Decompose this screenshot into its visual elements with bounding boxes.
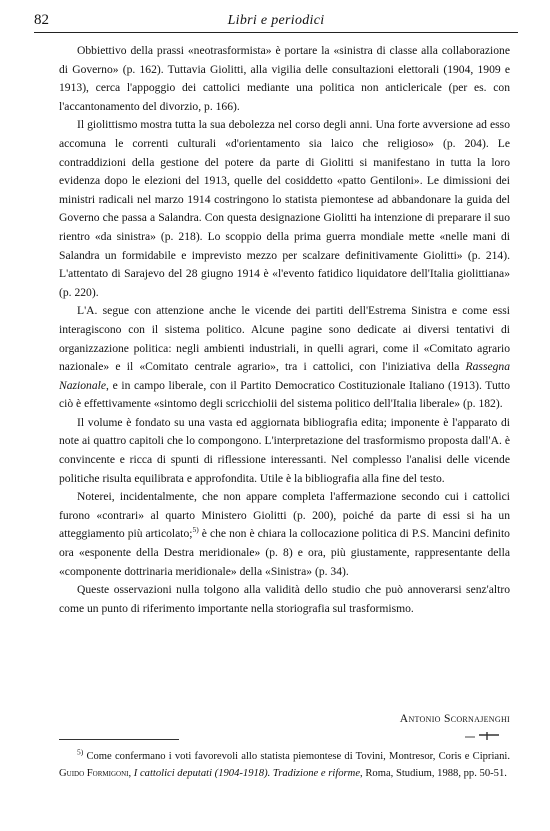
running-title: Libri e periodici — [227, 13, 325, 28]
paragraph-conclusion: Queste osservazioni nulla tolgono alla validità dello studio che può annoverarsi senz'altro come un punto di riferimento importante nella storiografia sul trasformismo. — [59, 583, 510, 615]
author-signature: Antonio Scornajenghi — [399, 712, 510, 725]
footnote-sep: , — [128, 767, 134, 779]
footnote-body: Come confermano i voti favorevoli allo statista piemontese di Tovini, Montresor, Coris e Cipriani. — [83, 751, 510, 762]
paragraph-remarks — [59, 488, 510, 581]
footnote-reference[interactable]: 5) — [192, 525, 199, 535]
paragraph-bibliography: Il volume è fondato su una vasta ed aggiornata bibliografia edita; imponente è l'apparato di note ai quattro capitoli che lo compongono. L'interpretazione del trasformismo proposta dall'A. è convincente e ricca di spunti di riflessione interessanti. Nel complesso l'analisi delle vicende politiche risulta equilibrata e approfondita. Utile è la bibliografia alla fine del testo. — [59, 415, 510, 485]
paragraph-text: è che non è chiara la collocazione politica di P.S. Mancini definito ora «esponente della Destra meridionale» (p. 8) e ora, più giustamente, rappresentante della «componente dottrinaria meridionale» della «Sinistra» (p. 34). — [59, 527, 510, 578]
footnote-text — [59, 749, 510, 782]
footnote-title: I cattolici deputati (1904-1918). Tradizione e riforme — [133, 767, 361, 779]
paragraph-text: Noterei, incidentalmente, che non appare completa l'affermazione secondo cui i cattolici furono «contrari» al quarto Ministero Giolitti (p. 200), poiché da parte di essi si ha un atteggiamento più articolato; — [59, 490, 510, 541]
footnote-publisher: , Roma, Studium, 1988, pp. 50-51. — [360, 767, 507, 779]
footnote-divider — [59, 739, 179, 740]
paragraph-text: , e in campo liberale, con il Partito Democratico Costituzionale Italiano (1913). Tutto ciò è effettivamente «sintomo degli scricchiolii del sistema politico dell'Italia liberale» (p. 182). — [59, 378, 510, 411]
running-head — [34, 10, 518, 33]
footnote-author: Guido Formigoni — [59, 767, 129, 779]
paragraph-text: L'A. segue con attenzione anche le vicende dei partiti dell'Estrema Sinistra e come essi interagiscono con il sistema politico. Alcune pagine sono dedicate ai diversi tentativi di organizzazione politica: negli ambienti industriali, in quelli agrari, come il «Comitato agrario nazionale» e il «Comitato centrale agrario», tra i cattolici, con l'iniziativa della — [59, 304, 510, 374]
footnote — [59, 749, 510, 782]
journal-title: Rassegna Nazionale — [59, 360, 510, 392]
paragraph-objective: Obbiettivo della prassi «neotrasformista» è portare la «sinistra di classe alla collaborazione di Governo» (p. 162). Tuttavia Giolitti, alla vigilia delle consultazioni elettorali (1904, 1909 e 1913), cerca l'appoggio dei cattolici mediante una politica non anticlericale (per es. con l'accantonamento del divorzio, p. 166). — [59, 44, 510, 113]
paragraph-giolittismo: Il giolittismo mostra tutta la sua debolezza nel corso degli anni. Una forte avversione ad esso accomuna le correnti culturali «d'orientamento sia laico che religioso» (p. 204). Le contraddizioni della gestione del potere da parte di Giolitti si manifestano in tutta la loro evidenza dopo le elezioni del 1913, quelle del cosiddetto «patto Gentiloni». Le dimissioni dei ministri radicali nel marzo 1914 costringono lo statista piemontese ad abbandonare la guida del Governo che passa a Salandra. Con questa designazione Giolitti ha intenzione di preparare il suo rientro «da sinistra» (p. 218). Lo scoppio della prima guerra mondiale mette «nelle mani di Salandra un formidabile e imprevisto mezzo per scalzare definitivamente Giolitti» (p. 214). L'attentato di Sarajevo del 28 giugno 1914 è «l'evento fatidico liquidatore dell'Italia giolittiana» (p. 220). — [59, 118, 510, 299]
printer-mark — [465, 732, 499, 740]
paragraph-estrema-sinistra — [59, 302, 510, 414]
page-number: 82 — [34, 12, 49, 28]
review-body — [59, 42, 510, 618]
footnote-number: 5) — [77, 747, 84, 757]
